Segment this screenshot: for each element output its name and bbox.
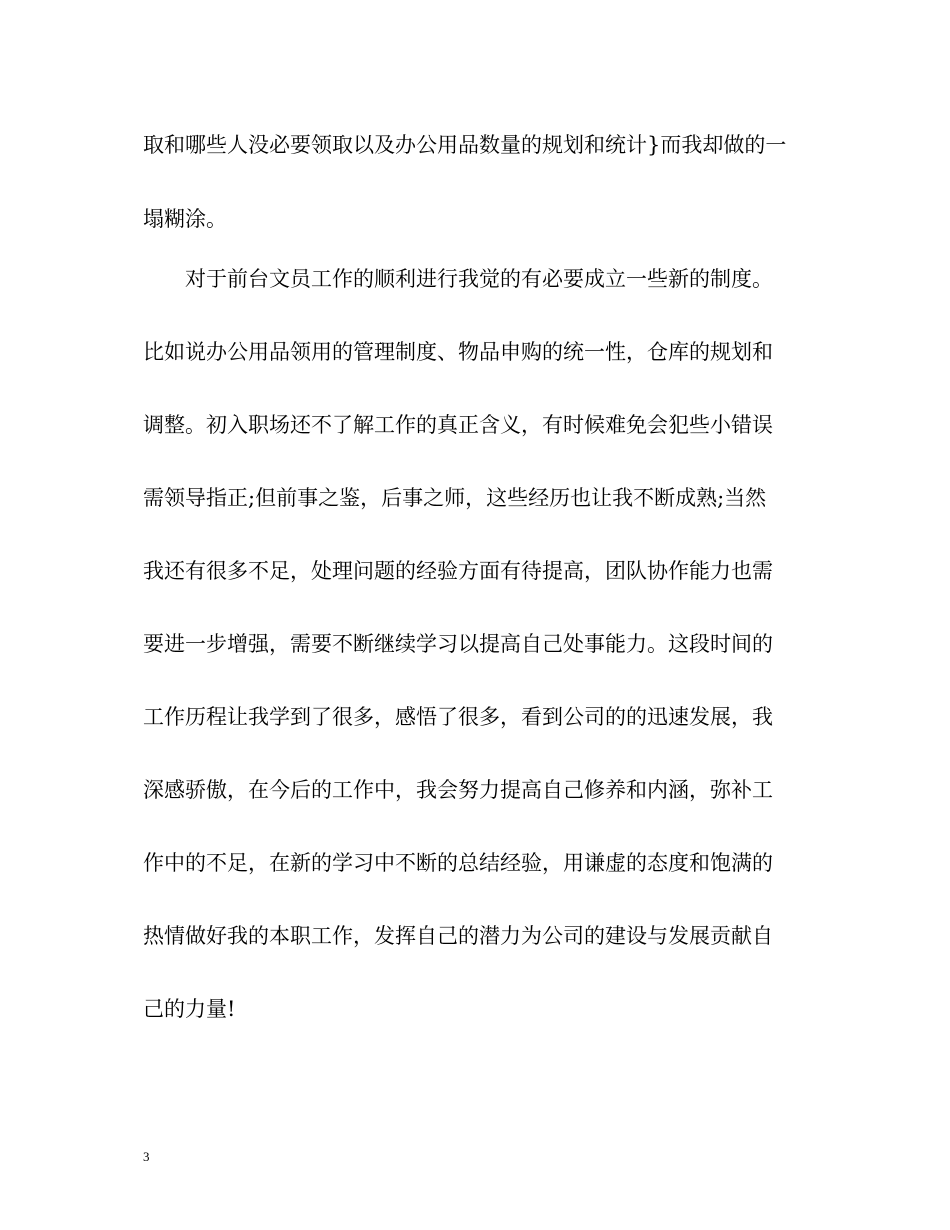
text-line: 己的力量! (143, 997, 236, 1021)
text-line: 需领导指正;但前事之鉴，后事之师，这些经历也让我不断成熟;当然 (143, 486, 767, 510)
text-line: 取和哪些人没必要领取以及办公用品数量的规划和统计}而我却做的一 (143, 133, 787, 157)
text-line: 深感骄傲，在今后的工作中，我会努力提高自己修养和内涵，弥补工 (143, 778, 773, 802)
text-line: 热情做好我的本职工作，发挥自己的潜力为公司的建设与发展贡献自 (143, 924, 773, 948)
page-number: 3 (143, 1149, 150, 1164)
text-line: 工作历程让我学到了很多，感悟了很多，看到公司的的迅速发展，我 (143, 705, 773, 729)
text-line: 作中的不足，在新的学习中不断的总结经验，用谦虚的态度和饱满的 (143, 851, 773, 875)
text-line: 调整。初入职场还不了解工作的真正含义，有时候难免会犯些小错误 (143, 413, 773, 437)
text-line: 要进一步增强，需要不断继续学习以提高自己处事能力。这段时间的 (143, 632, 773, 656)
text-line: 塌糊涂。 (143, 207, 227, 231)
text-line: 比如说办公用品领用的管理制度、物品申购的统一性，仓库的规划和 (143, 340, 773, 364)
text-line: 我还有很多不足，处理问题的经验方面有待提高，团队协作能力也需 (143, 559, 773, 583)
paragraph-start-line: 对于前台文员工作的顺利进行我觉的有必要成立一些新的制度。 (185, 267, 773, 291)
